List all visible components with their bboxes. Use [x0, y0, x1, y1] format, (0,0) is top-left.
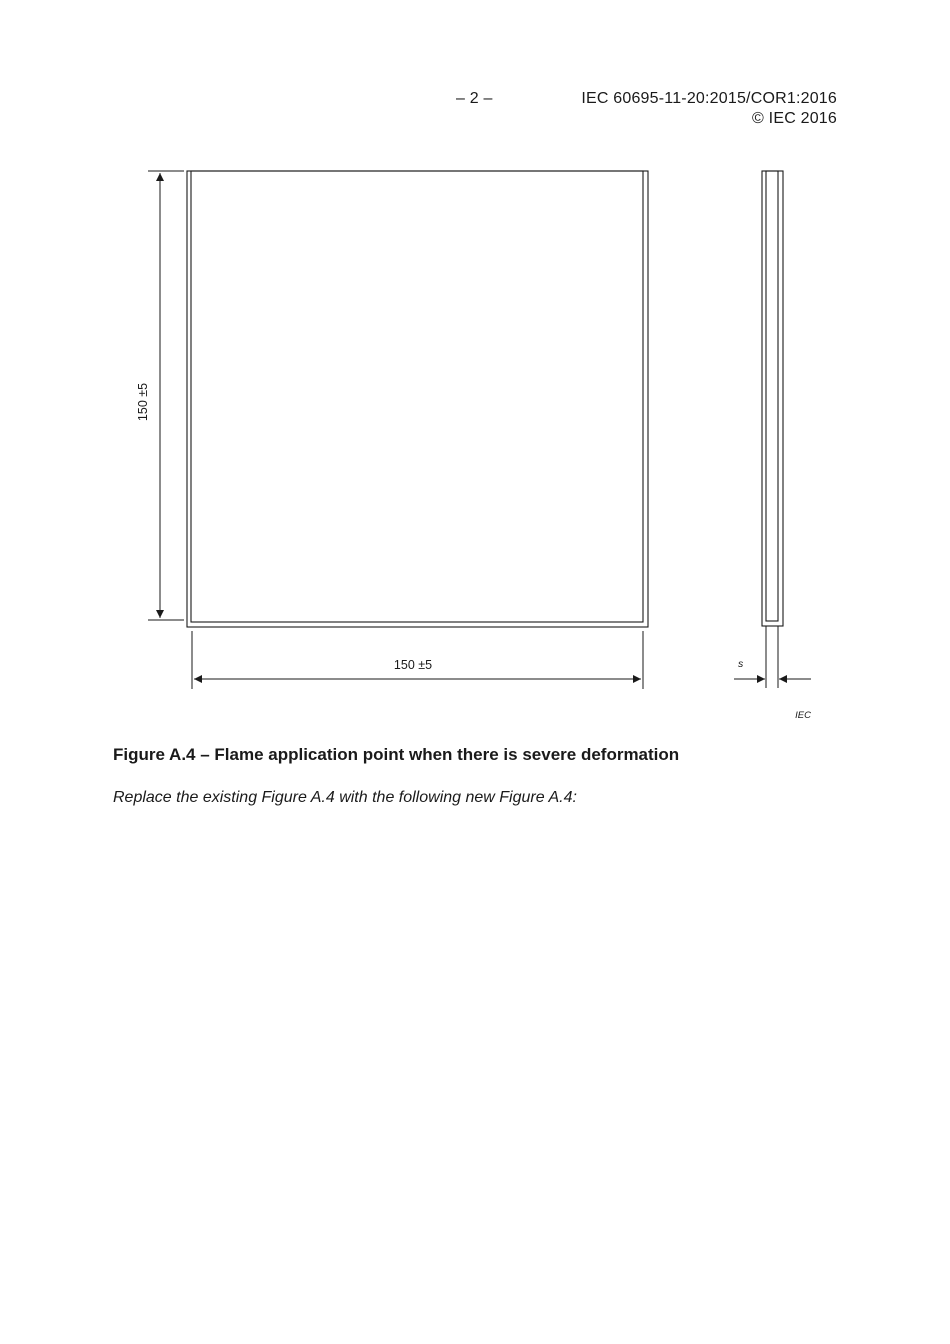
thickness-label: s	[738, 658, 744, 670]
copyright-notice: © IEC 2016	[752, 110, 837, 127]
replacement-instruction: Replace the existing Figure A.4 with the following new Figure A.4:	[113, 789, 577, 806]
figure-caption: Figure A.4 – Flame application point when there is severe deformation	[113, 745, 680, 764]
width-dimension-label: 150 ±5	[393, 658, 433, 672]
height-dimension-label: 150 ±5	[136, 382, 150, 422]
specimen-side-view	[762, 171, 783, 626]
page-number: – 2 –	[456, 90, 493, 107]
side-inner-edge	[766, 171, 778, 621]
thickness-dimension	[734, 626, 811, 688]
iec-source-mark: IEC	[795, 710, 811, 721]
document-reference: IEC 60695-11-20:2015/COR1:2016	[581, 90, 837, 107]
side-outer-edge	[762, 171, 783, 626]
height-dimension	[148, 171, 184, 620]
specimen-front-view	[187, 171, 648, 627]
plate-inner-edge	[191, 171, 643, 622]
plate-outer-edge	[187, 171, 648, 627]
